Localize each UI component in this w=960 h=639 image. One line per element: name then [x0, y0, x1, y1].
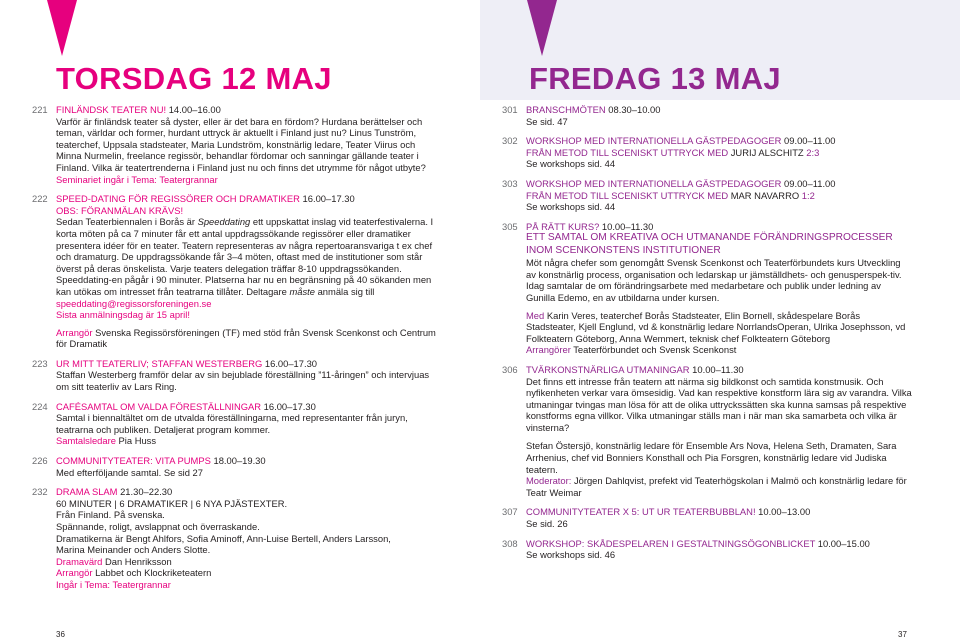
event-line: 60 MINUTER | 6 DRAMATIKER | 6 NYA PJÄSTEXTER.	[56, 497, 288, 509]
event-description: Det finns ett intresse från teatern att närma sig bildkonst och samtida konstmusik. Och nyfikenheten verkar vara ömsesidig. Vad kan respektive konstform lära sig av varandra. Vilka utmaningar tvingas man lösa för att de olika uttryckssätten ska kunna samsas på respektive konstforms egna villkor. Vilka utmaningar ställs man i när man ska samarbeta och vilka är vinsterna?	[526, 375, 912, 433]
event-description: Se workshops sid. 46	[526, 549, 616, 561]
email-link[interactable]: speeddating@regissorsforeningen.se	[56, 297, 212, 309]
event-line: Dramatikerna är Bengt Ahlfors, Sofia Aminoff, Ann-Luise Bertell, Anders Larsson,	[56, 532, 391, 544]
event-description: Se workshops sid. 44	[526, 158, 616, 170]
participants-line: Stefan Östersjö, konstnärlig ledare för Ensemble Ars Nova, Helena Seth, Dramaten, Sara Arrhenius, chef vid Bonniers Konsthall och Pia Forsgren, konstnärlig ledare vid Judiska teatern.	[526, 440, 897, 475]
event-description: Med efterföljande samtal. Se sid 27	[56, 466, 203, 478]
event-number: 306	[502, 363, 518, 375]
event-number: 301	[502, 104, 518, 115]
event-title: DRAMA SLAM	[56, 486, 118, 498]
event-subtitle: ETT SAMTAL OM KREATIVA OCH UTMANANDE FÖRÄNDRINGSPROCESSER INOM SCENKONSTENS INSTITUTIONER	[526, 232, 893, 256]
theme-note: Seminariet ingår i Tema: Teatergrannar	[56, 173, 218, 185]
event-title: UR MITT TEATERLIV; STAFFAN WESTERBERG	[56, 357, 263, 369]
event-number: 221	[32, 104, 48, 115]
event-title: WORKSHOP: SKÅDESPELAREN I GESTALTNINGSÖGONBLICKET	[526, 537, 816, 549]
event-time: 10.00–11.30	[599, 220, 654, 232]
organizer-line: Arrangörer Teaterförbundet och Svensk Scenkonst	[526, 344, 737, 356]
friday-column	[502, 104, 912, 561]
event-subtitle: FRÅN METOD TILL SCENISKT UTTRYCK MED JURIJ ALSCHITZ 2:3	[526, 146, 820, 158]
event-title: WORKSHOP MED INTERNATIONELLA GÄSTPEDAGOGER	[526, 135, 782, 147]
participants-line: Med Karin Veres, teaterchef Borås Stadsteater, Elin Bornell, skådespelare Borås Stadsteater, Kjell Englund, vd & konstnärlig ledare NorrlandsOperan, Ulrika Josephsson, vd Folkteatern Göteborg, Anna Wemmert, teknisk chef Folkteatern Göteborg	[526, 309, 906, 344]
event-302	[502, 135, 912, 170]
event-description: Samtal i biennaltältet om de utvalda föreställningarna, med representanter från juryn, teatrarna och publiken. Detaljerat program kommer.	[56, 412, 408, 435]
event-line: Marina Meinander och Anders Slotte.	[56, 544, 211, 556]
event-221	[32, 104, 442, 185]
theme-note: Ingår i Tema: Teatergrannar	[56, 578, 171, 590]
event-time: 09.00–11.00	[781, 177, 836, 189]
event-title: FINLÄNDSK TEATER NU!	[56, 104, 167, 115]
event-description: Varför är finländsk teater så dyster, eller är det bara en fördom? Hurdana berättelser och teman, världar och former, hurdant uttryck är aktuellt i Finland just nu? Linus Tunström, teaterchef, Uppsala stadsteater, Maria Lundström, konstnärlig ledare, Teater Viirus och Minna Nurmelin, freelance regissör, behandlar fördomar och sanningar gällande teater i Finland. Vilka är teatertrenderna i Finland just nu och finns det utrymme för något utbyte?	[56, 115, 426, 173]
host-line: Dramavärd Dan Henriksson	[56, 555, 172, 567]
event-time: 10.00–15.00	[815, 537, 870, 549]
event-306	[502, 364, 912, 499]
event-number: 232	[32, 486, 48, 498]
day-heading-friday: FREDAG 13 MAJ	[529, 61, 781, 96]
event-subtitle: FRÅN METOD TILL SCENISKT UTTRYCK MED MAR NAVARRO 1:2	[526, 189, 815, 201]
event-time: 16.00–17.30	[299, 193, 355, 205]
organizer-line: Arrangör Svenska Regissörsföreningen (TF) med stöd från Svensk Scenkonst och Centrum för Dramatik	[56, 326, 436, 350]
event-308	[502, 538, 912, 561]
event-title: TVÄRKONSTNÄRLIGA UTMANINGAR	[526, 363, 690, 375]
event-title: BRANSCHMÖTEN	[526, 104, 606, 115]
event-number: 223	[32, 357, 48, 369]
event-line: Spännande, roligt, avslappnat och överraskande.	[56, 521, 260, 532]
event-time: 10.00–13.00	[755, 506, 811, 518]
event-time: 21.30–22.30	[117, 486, 173, 498]
event-number: 226	[32, 455, 48, 467]
organizer-line: Arrangör Labbet och Klockriketeatern	[56, 567, 212, 579]
event-time: 09.00–11.00	[781, 135, 836, 147]
page-number-left: 36	[56, 630, 65, 639]
event-226	[32, 455, 442, 478]
event-description: Se sid. 47	[526, 115, 568, 127]
event-description: Se workshops sid. 44	[526, 201, 616, 213]
event-title: SPEED-DATING FÖR REGISSÖRER OCH DRAMATIKER	[56, 193, 300, 205]
page-number-right: 37	[898, 630, 907, 639]
event-number: 224	[32, 400, 48, 412]
event-time: 10.00–11.30	[689, 363, 744, 375]
event-number: 303	[502, 177, 518, 189]
event-223	[32, 358, 442, 393]
event-305	[502, 221, 912, 356]
event-line: Från Finland. På svenska.	[56, 509, 165, 521]
day-heading-thursday: TORSDAG 12 MAJ	[56, 61, 332, 96]
event-title: WORKSHOP MED INTERNATIONELLA GÄSTPEDAGOGER	[526, 177, 782, 189]
event-224	[32, 401, 442, 447]
event-number: 302	[502, 135, 518, 147]
event-number: 222	[32, 193, 48, 205]
event-title: PÅ RÄTT KURS?	[526, 220, 600, 232]
event-description: Möt några chefer som genomgått Svensk Scenkonst och Teaterförbundets kurs Utveckling av konstnärlig process, organisation och ledarskap ur jämställdhets- och genusperspek-tiv. Idag samtalar de om förändringsarbete med medarbetare och publik under ledning av Gunilla Edemo, en av utbildarna under kursen.	[526, 257, 902, 303]
deadline-note: Sista anmälningsdag är 15 april!	[56, 309, 190, 321]
event-time: 16.00–17.30	[262, 357, 318, 369]
event-description: Sedan Teaterbiennalen i Borås är Speeddating ett uppskattat inslag vid teaterfestivalerna. I korta möten på ca 7 minuter får ett antal uppdragssökande regissörer eller dramatiker presentera idéer för en teater. Teatern representeras av några repertoaransvariga t ex chef och dramaturg. De uppdragssökande får 3–4 möten, oftast med de institutioner som står överst på deras önskelista. Varje teaters delegation träffar 8-10 uppdragssökanden. Speeddating-en pågår i 90 minuter. Platserna har nu en begränsning på 40 sökanden men kan utökas om intresset från teatrarna tillåter. Deltagare måste anmäla sig till	[56, 216, 434, 297]
triangle-marker-icon	[527, 0, 557, 56]
event-time: 18.00–19.30	[210, 455, 266, 467]
event-232	[32, 486, 442, 590]
moderator-line: Moderator: Jörgen Dahlqvist, prefekt vid Teaterhögskolan i Malmö och konstnärlig ledare för Teatr Weimar	[526, 475, 907, 498]
event-time: 16.00–17.30	[261, 400, 316, 412]
event-title: COMMUNITYTEATER: VITA PUMPS	[56, 455, 211, 467]
event-222	[32, 193, 442, 350]
triangle-marker-icon	[47, 0, 77, 56]
event-time: 08.30–10.00	[605, 104, 661, 115]
event-number: 305	[502, 220, 518, 232]
leader-line: Samtalsledare Pia Huss	[56, 435, 157, 447]
event-title: CAFÉSAMTAL OM VALDA FÖRESTÄLLNINGAR	[56, 400, 262, 412]
event-number: 308	[502, 537, 518, 549]
event-307	[502, 506, 912, 529]
event-number: 307	[502, 506, 518, 518]
event-303	[502, 178, 912, 213]
event-title: COMMUNITYTEATER X 5: UT UR TEATERBUBBLAN!	[526, 506, 756, 518]
event-301	[502, 104, 912, 127]
registration-notice: OBS: FÖRANMÄLAN KRÄVS!	[56, 204, 184, 216]
thursday-column	[32, 104, 442, 591]
event-description: Se sid. 26	[526, 518, 568, 530]
event-time: 14.00–16.00	[166, 104, 221, 115]
event-description: Staffan Westerberg framför delar av sin bejublade föreställning ”11-åringen” och intervjuas om sitt teaterliv av Lars Ring.	[56, 369, 430, 393]
